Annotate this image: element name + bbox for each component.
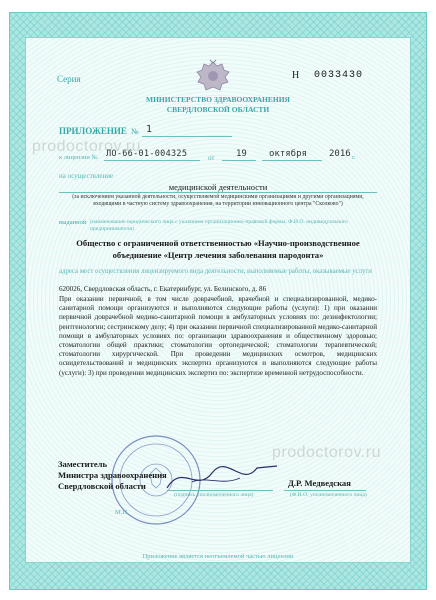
license-number-underline bbox=[104, 160, 200, 161]
address-label: адреса мест осуществления лицензируемого вида деятельности, выполняемые работы, оказываемые услуги bbox=[59, 268, 372, 275]
issued-note: (наименование юридического лица с указанием организационно-правовой формы, Ф.И.О. индивидуального предпринимателя) bbox=[90, 219, 348, 232]
date-day-underline bbox=[222, 160, 256, 161]
license-prefix: к лицензии № bbox=[59, 154, 98, 161]
seal-mp-label: М.П. bbox=[115, 509, 129, 516]
date-month: октября bbox=[269, 149, 307, 159]
series-number: 0033430 bbox=[314, 70, 364, 81]
series-label: Серия bbox=[57, 74, 81, 84]
appendix-number-sign: № bbox=[131, 127, 139, 136]
signer-position-line3: Свердловской области bbox=[58, 481, 146, 491]
date-from-label: от bbox=[208, 154, 215, 162]
activity-underline bbox=[59, 192, 377, 193]
activity-label: на осуществление bbox=[59, 172, 114, 180]
appendix-number: 1 bbox=[146, 124, 153, 135]
signer-position-line1: Заместитель bbox=[58, 459, 107, 469]
ministry-line1: МИНИСТЕРСТВО ЗДРАВООХРАНЕНИЯ bbox=[146, 95, 290, 104]
watermark-top: prodoctorov.ru bbox=[32, 138, 141, 155]
signer-name: Д.Р. Медведская bbox=[288, 478, 351, 488]
date-year: 2016 bbox=[329, 149, 351, 159]
license-number: ЛО-66-01-004325 bbox=[106, 149, 188, 159]
date-year-suffix: г. bbox=[352, 154, 356, 161]
signer-position-line2: Министра здравоохранения bbox=[58, 470, 167, 480]
signature-caption: (подпись уполномоченного лица) bbox=[174, 492, 254, 498]
signer-name-caption: (Ф.И.О. уполномоченного лица) bbox=[290, 492, 367, 498]
appendix-label: ПРИЛОЖЕНИЕ bbox=[59, 126, 127, 136]
series-letter: Н bbox=[292, 70, 300, 81]
watermark-bottom: prodoctorov.ru bbox=[272, 444, 381, 461]
footer-text: Приложение является неотъемлемой частью лицензии bbox=[142, 553, 294, 560]
activity-type: медицинской деятельности bbox=[168, 182, 268, 192]
appendix-number-underline bbox=[142, 136, 232, 137]
signer-name-underline bbox=[284, 490, 366, 491]
services-text: При оказании первичной, в том числе доврачебной, врачебной и специализированной, медико-санитарной помощи организуются и выполняются следующие работы (услуги): 1) при оказании первичной доврачебной медико-санитарной помощи в амбулаторных условиях по: дезинфектологии; рентгенологии; сестринскому делу; 4) при оказании первичной специализированной медико-санитарной помощи в амбулаторных условиях по: организации здравоохранения и общественному здоровью; стоматологии общей практики; стоматологии ортопедической; стоматологии терапевтической; стоматологии хирургической. При проведении медицинских осмотров, медицинских освидетельствований и медицинских экспертиз организуются и выполняются следующие работы (услуги): 3) при проведении медицинских экспертиз по: экспертизе временной нетрудоспособности. bbox=[59, 295, 377, 377]
date-month-underline bbox=[262, 160, 322, 161]
org-name-line1: Общество с ограниченной ответственностью «Научно-производственное bbox=[76, 238, 360, 248]
activity-note: (за исключением указанной деятельности, осуществляемой медицинскими организациями и другими организациями, входящими в частную систему здравоохранения, на территории инновационного центра "Сколково") bbox=[72, 194, 364, 208]
date-day: 19 bbox=[236, 149, 247, 159]
coat-of-arms-icon bbox=[194, 58, 232, 96]
issued-label: выданной bbox=[59, 219, 87, 226]
signature-underline bbox=[167, 490, 273, 491]
ministry-line2: СВЕРДЛОВСКОЙ ОБЛАСТИ bbox=[166, 105, 270, 114]
address-value: 620026, Свердловская область, г. Екатеринбург, ул. Белинского, д. 86 bbox=[59, 285, 267, 293]
org-name-line2: объединение «Центр лечения заболевания пародонта» bbox=[112, 250, 324, 260]
